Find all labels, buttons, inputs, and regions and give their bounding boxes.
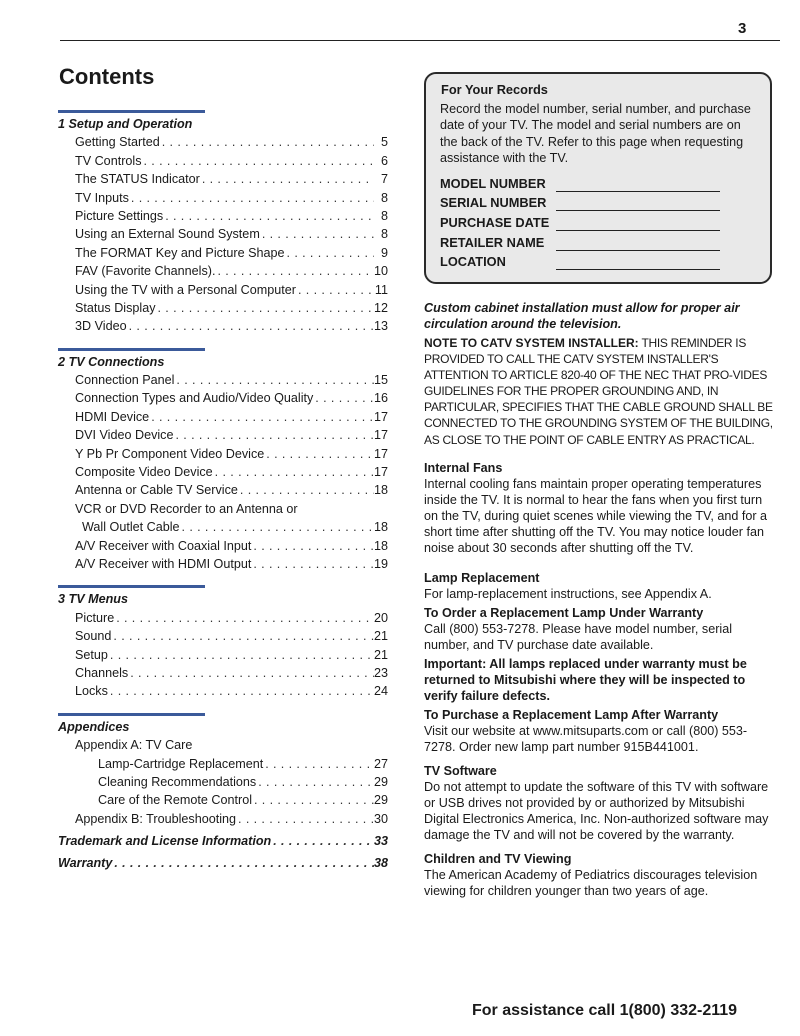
dot-leader: [142, 152, 375, 170]
record-field-label: SERIAL NUMBER: [440, 195, 547, 211]
toc-entry-page: 12: [373, 300, 388, 315]
toc-entry-page: 19: [373, 556, 388, 571]
toc-entry[interactable]: [58, 664, 388, 682]
toc-entry[interactable]: [58, 736, 388, 754]
page-title: Contents: [59, 64, 155, 89]
toc-entry[interactable]: [58, 518, 388, 536]
toc-entry-label: Cleaning Recommendations: [98, 774, 257, 789]
record-field-label: RETAILER NAME: [440, 234, 545, 250]
dot-leader: [271, 832, 374, 850]
record-field: [440, 211, 756, 231]
toc-entry-page: 29: [373, 774, 388, 789]
toc-entry-label: HDMI Device: [75, 409, 150, 424]
dot-leader: [213, 463, 374, 481]
dot-leader: [296, 281, 374, 299]
toc-entry-label: Using an External Sound System: [75, 227, 260, 242]
toc-entry[interactable]: [58, 389, 388, 407]
toc-entry[interactable]: [58, 317, 388, 335]
right-column: [424, 72, 774, 899]
record-field-blank[interactable]: [556, 216, 720, 231]
dot-leader: [236, 810, 374, 828]
catv-text: THIS REMINDER IS PROVIDED TO CALL THE CATV SYSTEM INSTALLER'S ATTENTION TO ARTICLE 820-40 OF THE NEC THAT PRO-VIDES GUIDELINES FOR THE PROPER GROUNDING AND, IN PARTICULAR, SPECIFIES THAT THE CABLE GROUND SHALL BE CONNECTED TO THE GROUNDING SYSTEM OF THE BUILDING, AS CLOSE TO THE POINT OF CABLE ENTRY AS PRACTICAL.: [424, 336, 773, 447]
table-of-contents: [58, 110, 388, 873]
children-heading: Children and TV Viewing: [424, 851, 572, 866]
toc-entry-page: 18: [373, 538, 388, 553]
header-rule: [60, 40, 780, 41]
toc-entry-page: 18: [373, 483, 388, 498]
dot-leader: [156, 299, 374, 317]
toc-entry[interactable]: [58, 371, 388, 389]
toc-entry-label: Getting Started: [75, 135, 160, 150]
record-field-blank[interactable]: [556, 236, 720, 251]
toc-entry[interactable]: [58, 755, 388, 773]
purchase-lamp-heading: To Purchase a Replacement Lamp After Warranty: [424, 707, 719, 722]
toc-entry[interactable]: [58, 627, 388, 645]
order-lamp-text: Call (800) 553-7278. Please have model number, serial number, and TV purchase date available.: [424, 621, 733, 652]
toc-entry-page: 29: [373, 793, 388, 808]
record-field-blank[interactable]: [556, 255, 720, 270]
dot-leader: [163, 207, 374, 225]
toc-entry-page: 20: [373, 610, 388, 625]
toc-entry-label: VCR or DVD Recorder to an Antenna or: [75, 501, 298, 516]
toc-entry-page: 11: [374, 282, 388, 297]
toc-entry-label: Antenna or Cable TV Service: [75, 483, 238, 498]
toc-entry[interactable]: [58, 646, 388, 664]
toc-entry-page: 5: [380, 135, 388, 150]
record-field-blank[interactable]: [556, 196, 720, 211]
toc-entry-label: TV Inputs: [75, 190, 129, 205]
section-bar: [58, 585, 205, 588]
dot-leader: [160, 133, 374, 151]
toc-entry-label: Status Display: [75, 300, 156, 315]
dot-leader: [252, 791, 374, 809]
toc-entry[interactable]: [58, 207, 388, 225]
toc-entry-label: Using the TV with a Personal Computer: [75, 282, 296, 297]
purchase-lamp-text: Visit our website at www.mitsuparts.com or call (800) 553-7278. Order new lamp part number 915B441001.: [424, 723, 748, 754]
section-bar: [58, 110, 205, 113]
toc-entry-page: 23: [373, 665, 388, 680]
fans-text: Internal cooling fans maintain proper operating temperatures inside the TV. It is normal to hear the fans when you first turn on the TV, during quiet scenes while viewing the TV, and for a short time after shutting off the TV. You may notice louder fan noise about 30 seconds after shutting off the TV.: [424, 476, 768, 555]
toc-entry-page: 17: [373, 409, 388, 424]
toc-entry[interactable]: [58, 609, 388, 627]
toc-entry[interactable]: [58, 773, 388, 791]
dot-leader: [200, 170, 374, 188]
lamp-text: For lamp-replacement instructions, see Appendix A.: [424, 586, 712, 601]
section-gap: [58, 573, 388, 585]
toc-top-entry[interactable]: [58, 854, 388, 872]
toc-entry[interactable]: [58, 481, 388, 499]
section-bar: [58, 713, 205, 716]
toc-entry-page: 17: [373, 446, 388, 461]
toc-entry-label: The STATUS Indicator: [75, 172, 200, 187]
record-field-label: PURCHASE DATE: [440, 214, 550, 230]
record-field-label: LOCATION: [440, 254, 506, 270]
toc-entry-page: 7: [380, 172, 388, 187]
fans-heading: Internal Fans: [424, 460, 503, 475]
dot-leader: [313, 389, 374, 407]
toc-entry-page: 10: [373, 264, 388, 279]
toc-entry[interactable]: [58, 810, 388, 828]
toc-entry-label: Warranty: [58, 856, 113, 871]
toc-entry-page: 30: [373, 811, 388, 826]
toc-entry[interactable]: [58, 262, 388, 280]
section-bar: [58, 348, 205, 351]
dot-leader: [256, 773, 374, 791]
toc-entry-page: 6: [380, 153, 388, 168]
software-heading: TV Software: [424, 763, 497, 778]
important-note: Important: All lamps replaced under warranty must be returned to Mitsubishi where they will be inspected to verify failure defects.: [424, 656, 747, 703]
dot-leader: [149, 408, 374, 426]
section-header[interactable]: Appendices: [58, 719, 130, 734]
dot-leader: [285, 244, 374, 262]
toc-entry-label: A/V Receiver with Coaxial Input: [75, 538, 252, 553]
toc-entry[interactable]: [58, 682, 388, 700]
toc-entry-page: 24: [373, 684, 388, 699]
record-field: [440, 251, 756, 271]
record-field-blank[interactable]: [556, 177, 720, 192]
assistance-footer: For assistance call 1(800) 332-2119: [472, 1002, 738, 1019]
dot-leader: [127, 317, 374, 335]
toc-entry[interactable]: [58, 170, 388, 188]
records-text: Record the model number, serial number, and purchase date of your TV. The model and serial numbers are on the back of the TV. Refer to this page when requesting assistance with the TV.: [440, 102, 751, 165]
toc-entry-label: Locks: [75, 684, 108, 699]
toc-entry[interactable]: [58, 426, 388, 444]
dot-leader: [108, 682, 374, 700]
dot-leader: [129, 189, 374, 207]
toc-entry-page: 17: [373, 465, 388, 480]
toc-entry-label: FAV (Favorite Channels).: [75, 264, 216, 279]
toc-entry-page: 27: [373, 756, 388, 771]
toc-entry[interactable]: [58, 133, 388, 151]
toc-entry-page: 8: [380, 190, 388, 205]
toc-entry-label: Connection Panel: [75, 373, 175, 388]
record-field: [440, 172, 756, 192]
toc-entry-label: Sound: [75, 629, 112, 644]
toc-entry[interactable]: [58, 537, 388, 555]
toc-entry-label: DVI Video Device: [75, 428, 174, 443]
lamp-heading: Lamp Replacement: [424, 570, 540, 585]
records-box: [424, 72, 772, 284]
toc-entry-page: 38: [373, 856, 388, 871]
toc-entry-page: 9: [380, 245, 388, 260]
record-field-label: MODEL NUMBER: [440, 175, 546, 191]
dot-leader: [111, 627, 374, 645]
toc-entry-page: 17: [373, 428, 388, 443]
toc-entry-page: 18: [373, 520, 388, 535]
toc-entry-page: 21: [373, 647, 388, 662]
dot-leader: [238, 481, 374, 499]
section-gap: [58, 336, 388, 348]
dot-leader: [251, 537, 374, 555]
toc-entry-label: TV Controls: [75, 153, 142, 168]
toc-entry-page: 16: [373, 391, 388, 406]
toc-entry-label: Trademark and License Information: [58, 834, 272, 849]
toc-entry[interactable]: [58, 555, 388, 573]
toc-entry-label: Picture Settings: [75, 208, 164, 223]
dot-leader: [108, 646, 374, 664]
toc-entry-label: Setup: [75, 647, 108, 662]
records-title: For Your Records: [441, 82, 548, 97]
dot-leader: [114, 609, 374, 627]
dot-leader: [215, 262, 374, 280]
toc-entry[interactable]: [58, 500, 388, 518]
toc-entry[interactable]: [58, 189, 388, 207]
dot-leader: [260, 225, 374, 243]
toc-entry[interactable]: [58, 299, 388, 317]
toc-entry-label: Lamp-Cartridge Replacement: [98, 756, 264, 771]
catv-note: [424, 335, 774, 448]
children-text: The American Academy of Pediatrics discourages television viewing for children younger than two years of age.: [424, 867, 758, 898]
section-header[interactable]: 3 TV Menus: [58, 592, 128, 607]
dot-leader: [112, 854, 374, 872]
toc-entry-page: 21: [373, 629, 388, 644]
toc-entry-label: A/V Receiver with HDMI Output: [75, 556, 252, 571]
toc-entry[interactable]: [58, 281, 388, 299]
section-gap: [58, 701, 388, 713]
section-header[interactable]: 2 TV Connections: [58, 354, 165, 369]
toc-entry[interactable]: [58, 244, 388, 262]
toc-entry-label: Picture: [75, 610, 115, 625]
toc-entry-label: Wall Outlet Cable: [82, 520, 180, 535]
section-header[interactable]: 1 Setup and Operation: [58, 117, 193, 131]
record-field: [440, 231, 756, 251]
order-lamp-heading: To Order a Replacement Lamp Under Warranty: [424, 605, 704, 620]
toc-entry-page: 8: [380, 227, 388, 242]
dot-leader: [174, 371, 374, 389]
toc-entry[interactable]: [58, 463, 388, 481]
toc-entry-page: 33: [373, 834, 388, 849]
toc-entry-label: Appendix B: Troubleshooting: [75, 811, 237, 826]
toc-entry-label: The FORMAT Key and Picture Shape: [75, 245, 285, 260]
catv-label: NOTE TO CATV SYSTEM INSTALLER:: [424, 336, 639, 350]
toc-entry-label: Appendix A: TV Care: [75, 738, 193, 753]
toc-entry-page: 15: [373, 373, 388, 388]
toc-entry[interactable]: [58, 445, 388, 463]
toc-entry[interactable]: [58, 408, 388, 426]
dot-leader: [180, 518, 374, 536]
toc-entry-label: Care of the Remote Control: [98, 793, 252, 808]
page-number: 3: [738, 20, 747, 37]
toc-entry-label: Y Pb Pr Component Video Device: [75, 446, 265, 461]
toc-entry-page: 8: [380, 208, 388, 223]
toc-entry-label: Channels: [75, 665, 129, 680]
dot-leader: [264, 445, 374, 463]
toc-entry[interactable]: [58, 152, 388, 170]
toc-entry[interactable]: [58, 791, 388, 809]
dot-leader: [263, 755, 374, 773]
toc-entry-label: 3D Video: [75, 319, 127, 334]
record-field: [440, 192, 756, 212]
dot-leader: [128, 664, 374, 682]
software-text: Do not attempt to update the software of this TV with software or USB drives not provided by or authorized by Mitsubishi Digital Electronics America, Inc. Non-authorized software may damage the TV and will not be covered by the warranty.: [424, 779, 769, 842]
toc-entry-label: Connection Types and Audio/Video Quality: [75, 391, 314, 406]
toc-entry-page: 13: [373, 319, 388, 334]
dot-leader: [173, 426, 374, 444]
caution-text: Custom cabinet installation must allow for proper air circulation around the television.: [424, 301, 740, 331]
toc-entry[interactable]: [58, 225, 388, 243]
dot-leader: [251, 555, 374, 573]
toc-top-entry[interactable]: [58, 832, 388, 850]
toc-entry-label: Composite Video Device: [75, 465, 213, 480]
